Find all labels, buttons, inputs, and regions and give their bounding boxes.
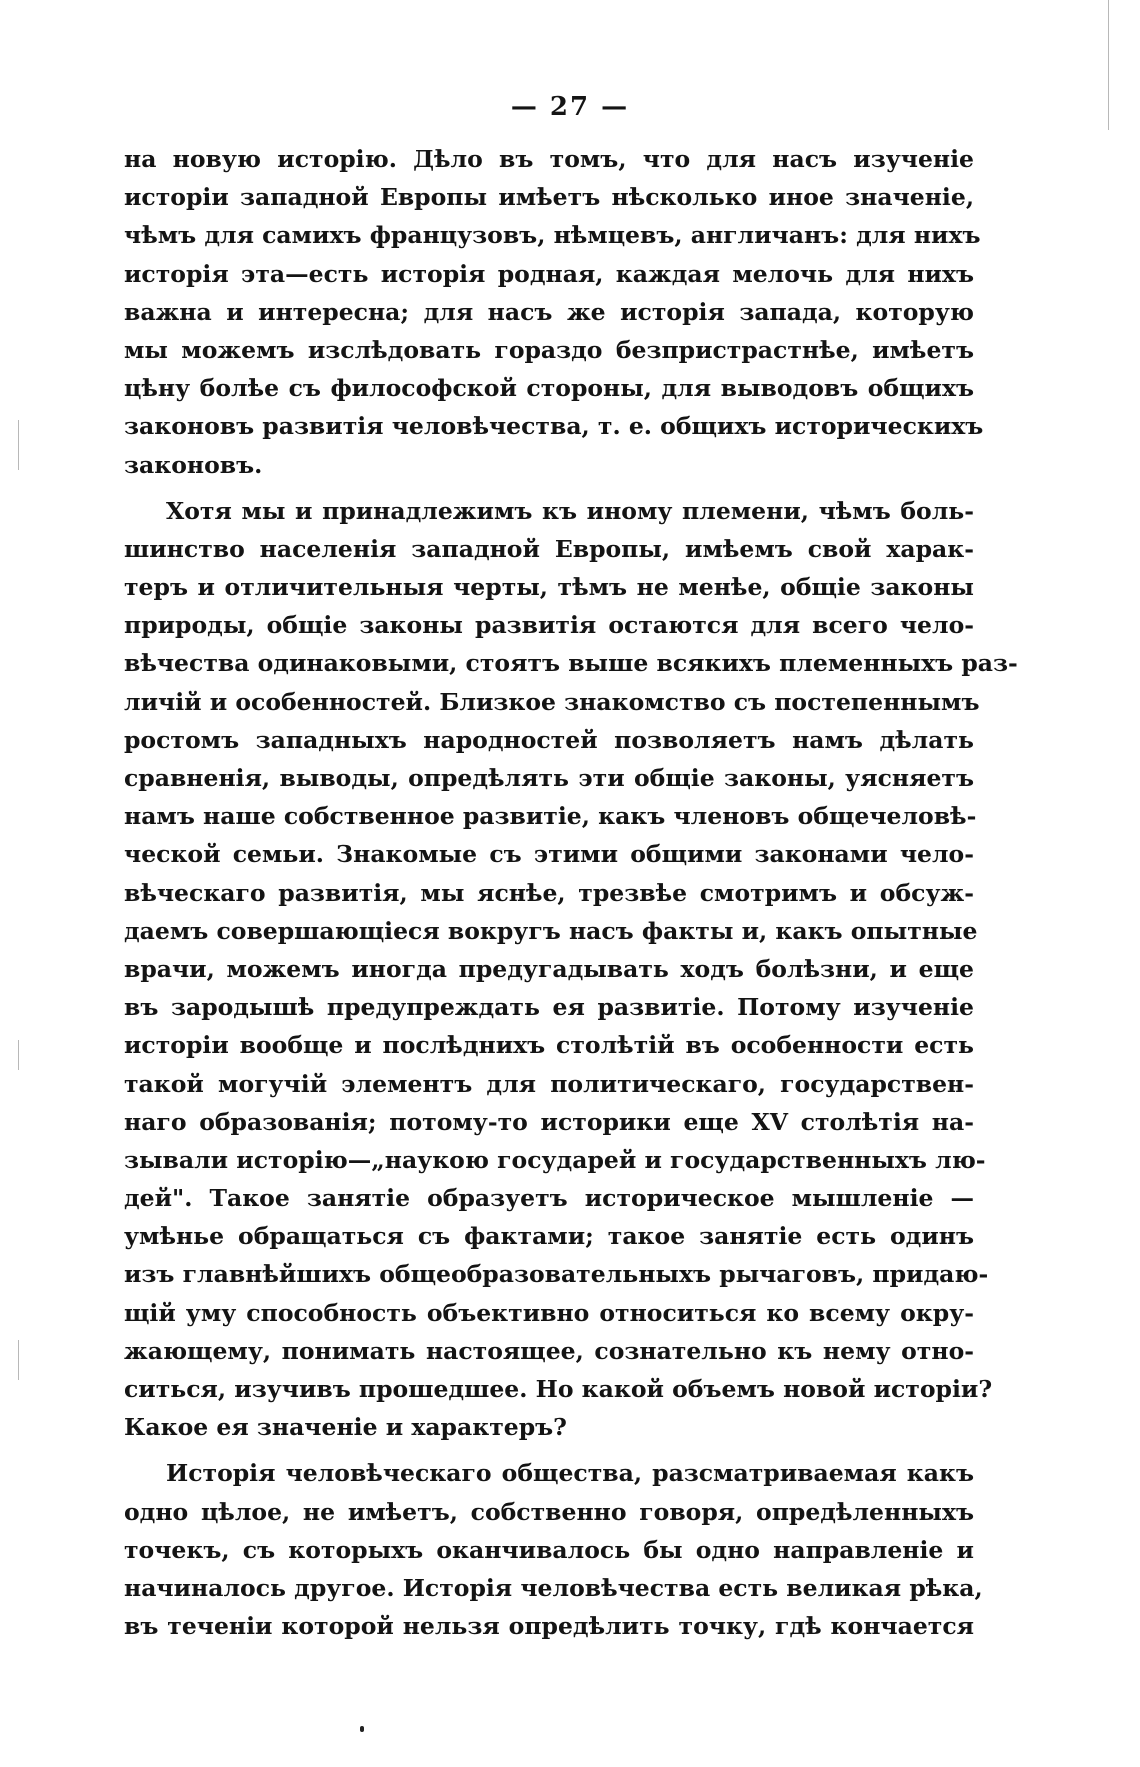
scan-edge-line — [18, 1040, 19, 1070]
text-line: жающему, понимать настоящее, сознательно къ нему отно- — [124, 1336, 974, 1365]
text-line: наго образованія; потому-то историки еще XV столѣтія на- — [124, 1107, 974, 1136]
text-line: въ теченіи которой нельзя опредѣлить точку, гдѣ кончается — [124, 1612, 974, 1641]
text-line: сравненія, выводы, опредѣлять эти общіе законы, уясняетъ — [124, 764, 974, 792]
text-line: природы, общіе законы развитія остаются для всего чело- — [124, 611, 974, 640]
paragraph-gap — [124, 484, 974, 492]
text-line: исторіи вообще и послѣднихъ столѣтій въ особенности есть — [124, 1031, 974, 1060]
text-line: законовъ. — [124, 450, 263, 479]
text-line: ситься, изучивъ прошедшее. Но какой объемъ новой исторіи? — [124, 1375, 993, 1403]
text-line: исторіи западной Европы имѣетъ нѣсколько иное значеніе, — [124, 183, 974, 212]
text-line: исторія эта—есть исторія родная, каждая мелочь для нихъ — [124, 259, 974, 288]
body-text — [124, 140, 1018, 1645]
text-line: личій и особенностей. Близкое знакомство съ постепеннымъ — [124, 687, 980, 716]
text-line: зывали исторію—„наукою государей и государственныхъ лю- — [124, 1145, 986, 1174]
text-line: даемъ совершающіеся вокругъ насъ факты и, какъ опытные — [124, 916, 978, 945]
text-line: въ зародышѣ предупреждать ея развитіе. Потому изученіе — [124, 993, 974, 1022]
text-line: врачи, можемъ иногда предугадывать ходъ болѣзни, и еще — [124, 954, 974, 983]
text-line: одно цѣлое, не имѣетъ, собственно говоря, опредѣленныхъ — [124, 1497, 974, 1526]
text-line: важна и интересна; для насъ же исторія запада, которую — [124, 297, 974, 326]
text-line: изъ главнѣйшихъ общеобразовательныхъ рычаговъ, придаю- — [124, 1260, 989, 1289]
text-line: мы можемъ изслѣдовать гораздо безпристрастнѣе, имѣетъ — [124, 335, 974, 364]
text-line: законовъ развитія человѣчества, т. е. общихъ историческихъ — [124, 412, 984, 441]
text-line: Хотя мы и принадлежимъ къ иному племени, чѣмъ боль- — [166, 496, 974, 525]
text-line: щій уму способность объективно относиться ко всему окру- — [124, 1298, 974, 1327]
text-line: теръ и отличительныя черты, тѣмъ не менѣе, общіе законы — [124, 573, 974, 602]
text-line: чѣмъ для самихъ французовъ, нѣмцевъ, англичанъ: для нихъ — [124, 221, 981, 250]
scan-edge-line — [18, 420, 19, 470]
scan-edge-line — [18, 1340, 19, 1380]
page-number: — 27 — — [510, 92, 630, 122]
text-line: Какое ея значеніе и характеръ? — [124, 1413, 567, 1442]
ink-speck — [360, 1726, 364, 1732]
text-line: дей". Такое занятіе образуетъ историческое мышленіе — — [124, 1184, 974, 1213]
text-line: на новую исторію. Дѣло въ томъ, что для насъ изученіе — [124, 145, 974, 173]
paragraph-gap — [124, 1446, 974, 1454]
paragraph — [124, 492, 1018, 1447]
text-line: ростомъ западныхъ народностей позволяетъ намъ дѣлать — [124, 725, 974, 754]
text-line: Исторія человѣческаго общества, разсматриваемая какъ — [166, 1459, 974, 1488]
text-line: начиналось другое. Исторія человѣчества есть великая рѣка, — [124, 1573, 983, 1602]
text-line: точекъ, съ которыхъ оканчивалось бы одно направленіе и — [124, 1535, 974, 1564]
text-line: шинство населенія западной Европы, имѣемъ свой харак- — [124, 534, 974, 563]
paragraph — [124, 140, 984, 484]
paragraph — [124, 1454, 983, 1645]
text-line: вѣческаго развитія, мы яснѣе, трезвѣе смотримъ и обсуж- — [124, 878, 974, 907]
text-line: цѣну болѣе съ философской стороны, для выводовъ общихъ — [124, 374, 974, 403]
text-line: ческой семьи. Знакомые съ этими общими законами чело- — [124, 840, 974, 869]
text-line: намъ наше собственное развитіе, какъ членовъ общечеловѣ- — [124, 802, 977, 831]
text-line: умѣнье обращаться съ фактами; такое занятіе есть одинъ — [124, 1222, 974, 1251]
text-line: такой могучій элементъ для политическаго, государствен- — [124, 1069, 974, 1098]
text-line: вѣчества одинаковыми, стоятъ выше всякихъ племенныхъ раз- — [124, 649, 1018, 678]
